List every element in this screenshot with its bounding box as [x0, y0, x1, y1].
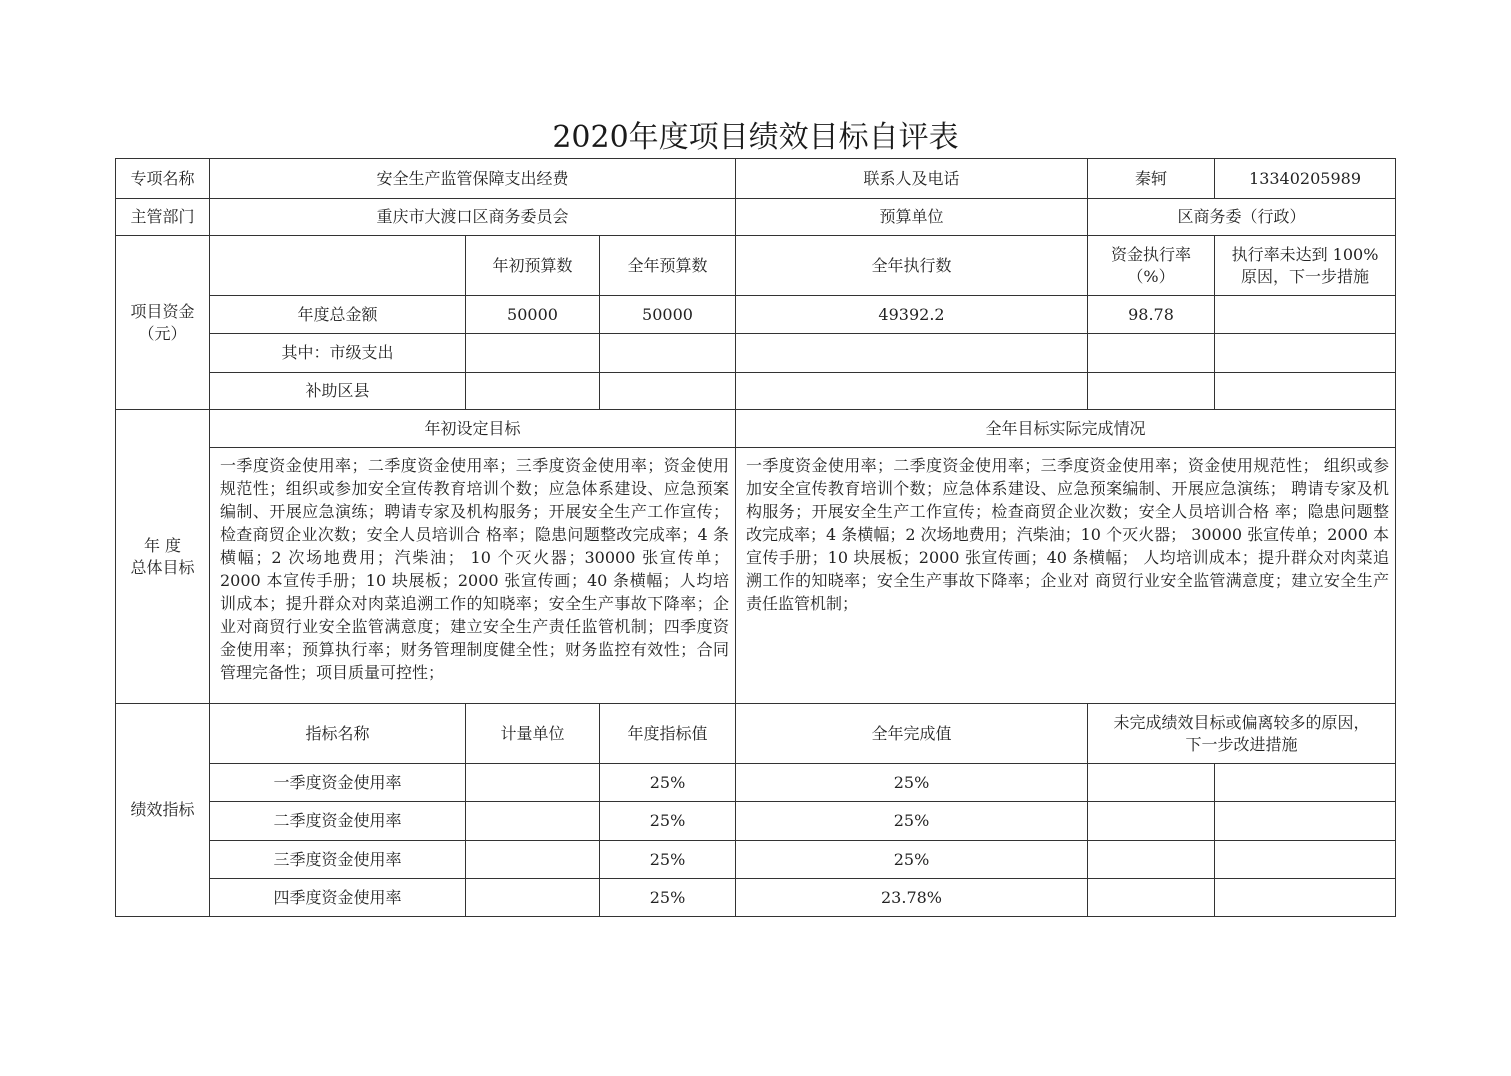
funds-row-executed [736, 334, 1088, 373]
contact-name: 秦轲 [1088, 159, 1215, 199]
indicator-reason [1088, 879, 1215, 917]
indicator-row [116, 879, 1396, 917]
col-target-value: 年度指标值 [600, 704, 736, 764]
row-department [116, 199, 1396, 236]
goals-header-row [116, 410, 1396, 448]
funds-row-rate [1088, 373, 1215, 410]
col-deviation-reason: 未完成绩效目标或偏离较多的原因， 下一步改进措施 [1088, 704, 1396, 764]
indicator-unit [466, 802, 600, 841]
contact-phone: 13340205989 [1215, 159, 1396, 199]
funds-row-reason [1215, 334, 1396, 373]
indicator-target: 25% [600, 764, 736, 802]
funds-row [116, 296, 1396, 334]
funds-section-label: 项目资金 （元） [116, 236, 210, 410]
budget-unit-label: 预算单位 [736, 199, 1088, 236]
col-executed: 全年执行数 [736, 236, 1088, 296]
indicator-actual: 25% [736, 764, 1088, 802]
funds-row-annual: 50000 [600, 296, 736, 334]
dept-label: 主管部门 [116, 199, 210, 236]
page-title: 2020年度项目绩效目标自评表 [552, 120, 959, 155]
indicators-section-label: 绩效指标 [116, 704, 210, 917]
funds-row-reason [1215, 296, 1396, 334]
indicators-header-row [116, 704, 1396, 764]
performance-form-table [115, 158, 1396, 917]
row-project [116, 159, 1396, 199]
indicator-row [116, 841, 1396, 879]
indicator-measure [1215, 841, 1396, 879]
indicator-name: 一季度资金使用率 [210, 764, 466, 802]
project-value: 安全生产监管保障支出经费 [210, 159, 736, 199]
funds-row-executed [736, 373, 1088, 410]
indicator-reason [1088, 764, 1215, 802]
funds-row-annual [600, 334, 736, 373]
funds-row-annual [600, 373, 736, 410]
indicator-row [116, 764, 1396, 802]
indicator-measure [1215, 879, 1396, 917]
funds-row-rate [1088, 334, 1215, 373]
indicator-measure [1215, 764, 1396, 802]
col-execution-rate: 资金执行率 （%） [1088, 236, 1215, 296]
indicator-actual: 25% [736, 802, 1088, 841]
funds-row-label: 补助区县 [210, 373, 466, 410]
col-indicator-name: 指标名称 [210, 704, 466, 764]
initial-goal-header: 年初设定目标 [210, 410, 736, 448]
indicator-unit [466, 879, 600, 917]
initial-goal-text: 一季度资金使用率；二季度资金使用率；三季度资金使用率；资金使用规范性；组织或参加安全宣传教育培训个数；应急体系建设、应急预案编制、开展应急演练；聘请专家及机构服务；开展安全生产工作宣传；检查商贸企业次数；安全人员培训合 格率；隐患问题整改完成率；4 条横幅；2 次场地费用；汽柴油； 10 个灭火器；30000 张宣传单；2000 本宣传手册；10 块展板；2000 张宣传画；40 条横幅；人均培训成本；提升群众对肉菜追溯工作的知晓率；安全生产事故下降率；企业对商贸行业安全监管满意度；建立安全生产责任监管机制；四季度资金使用率；预算执行率；财务管理制度健全性；财务监控有效性；合同管理完备性；项目质量可控性； [210, 448, 736, 704]
funds-row-initial [466, 373, 600, 410]
indicator-actual: 23.78% [736, 879, 1088, 917]
indicator-target: 25% [600, 802, 736, 841]
funds-row-reason [1215, 373, 1396, 410]
indicator-actual: 25% [736, 841, 1088, 879]
funds-header-blank [210, 236, 466, 296]
budget-unit-value: 区商务委（行政） [1088, 199, 1396, 236]
contact-label: 联系人及电话 [736, 159, 1088, 199]
funds-header-row [116, 236, 1396, 296]
indicator-unit [466, 764, 600, 802]
project-label: 专项名称 [116, 159, 210, 199]
col-actual-value: 全年完成值 [736, 704, 1088, 764]
goals-section-label: 年 度 总体目标 [116, 410, 210, 704]
indicator-reason [1088, 841, 1215, 879]
funds-row-label: 其中：市级支出 [210, 334, 466, 373]
indicator-name: 二季度资金使用率 [210, 802, 466, 841]
funds-row-label: 年度总金额 [210, 296, 466, 334]
actual-goal-header: 全年目标实际完成情况 [736, 410, 1396, 448]
indicator-name: 三季度资金使用率 [210, 841, 466, 879]
funds-row-rate: 98.78 [1088, 296, 1215, 334]
funds-row-initial: 50000 [466, 296, 600, 334]
funds-row-initial [466, 334, 600, 373]
funds-row [116, 334, 1396, 373]
indicator-reason [1088, 802, 1215, 841]
col-annual-budget: 全年预算数 [600, 236, 736, 296]
funds-row [116, 373, 1396, 410]
indicator-target: 25% [600, 841, 736, 879]
col-initial-budget: 年初预算数 [466, 236, 600, 296]
indicator-target: 25% [600, 879, 736, 917]
col-reason: 执行率未达到 100% 原因，下一步措施 [1215, 236, 1396, 296]
indicator-measure [1215, 802, 1396, 841]
actual-goal-text: 一季度资金使用率；二季度资金使用率；三季度资金使用率；资金使用规范性； 组织或参加安全宣传教育培训个数；应急体系建设、应急预案编制、开展应急演练； 聘请专家及机构服务；开展安全生产工作宣传；检查商贸企业次数；安全人员培训合格 率；隐患问题整改完成率；4 条横幅；2 次场地费用；汽柴油；10 个灭火器； 30000 张宣传单；2000 本宣传手册；10 块展板；2000 张宣传画；40 条横幅； 人均培训成本；提升群众对肉菜追溯工作的知晓率；安全生产事故下降率；企业对 商贸行业安全监管满意度；建立安全生产责任监管机制； [736, 448, 1396, 704]
col-unit: 计量单位 [466, 704, 600, 764]
goals-text-row [116, 448, 1396, 704]
dept-value: 重庆市大渡口区商务委员会 [210, 199, 736, 236]
indicator-unit [466, 841, 600, 879]
indicator-row [116, 802, 1396, 841]
funds-row-executed: 49392.2 [736, 296, 1088, 334]
indicator-name: 四季度资金使用率 [210, 879, 466, 917]
